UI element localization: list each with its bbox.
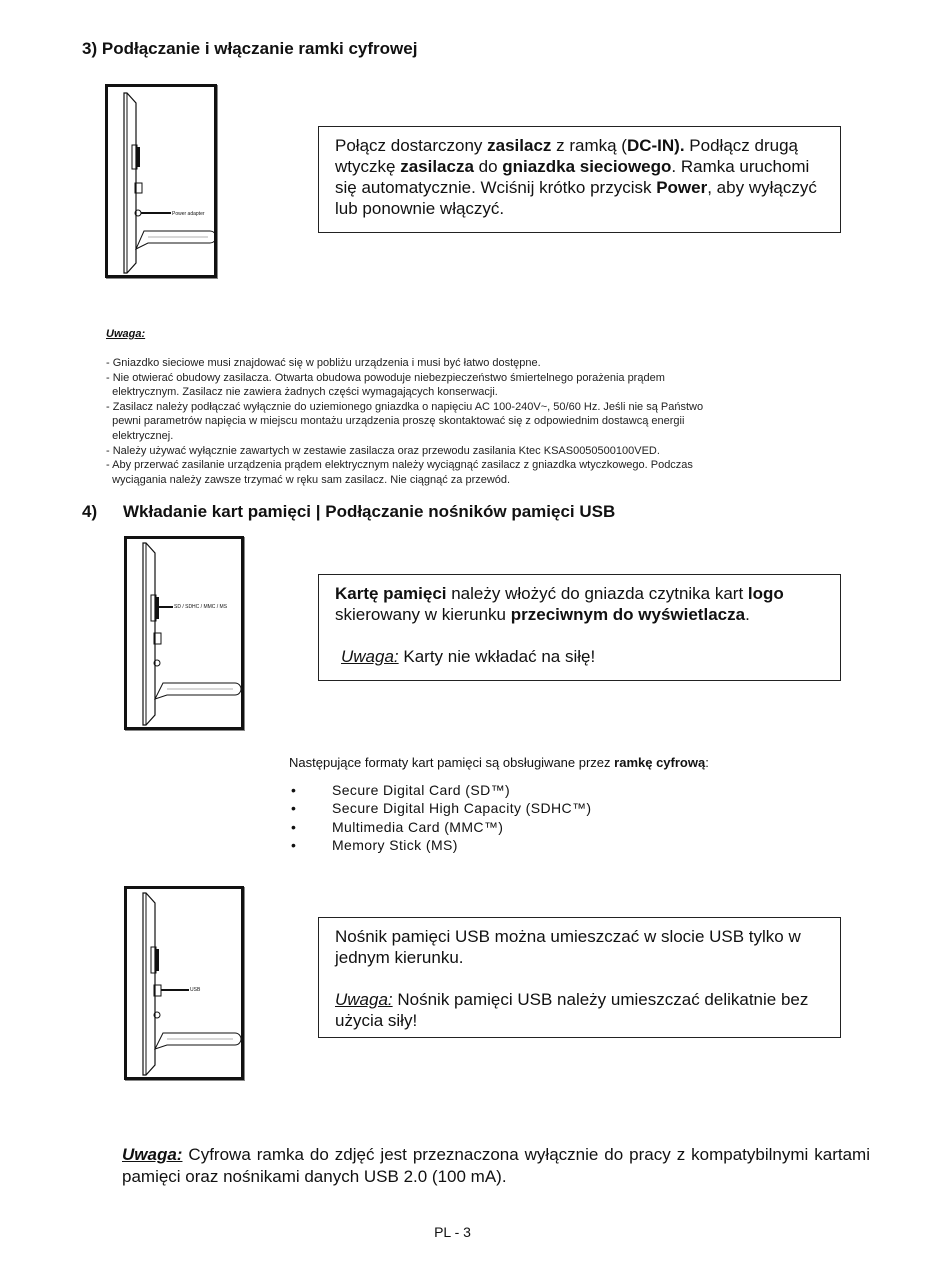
frame-card-slot-figure: [124, 536, 244, 730]
page-number: PL - 3: [434, 1224, 471, 1240]
usb-label: USB: [190, 987, 201, 993]
section-3-heading: [82, 39, 417, 59]
note-line: - Należy używać wyłącznie zawartych w zestawie zasilacza oraz przewodu zasilania Ktec KSAS0050500100VED.: [106, 444, 660, 457]
final-note-label: Uwaga:: [122, 1145, 183, 1164]
box-bold: logo: [747, 584, 784, 603]
note-line: - Gniazdko sieciowe musi znajdować się w pobliżu urządzenia i musi być łatwo dostępne.: [106, 357, 541, 369]
usb-note-label: Uwaga:: [335, 990, 393, 1009]
box-bold: Power: [656, 178, 708, 197]
usb-note: [335, 989, 824, 1031]
box-bold: Kartę pamięci: [335, 584, 447, 603]
box-text: należy włożyć do gniazda czytnika kart: [446, 584, 748, 603]
box-text: , aby wyłączyć lub ponownie włączyć.: [335, 178, 817, 218]
notes-list: [106, 356, 806, 487]
frame-power-figure: [105, 84, 217, 278]
card-note: [335, 646, 824, 667]
card-instruction-box: [318, 574, 841, 681]
note-line: - Aby przerwać zasilanie urządzenia prądem elektrycznym należy wyciągnąć zasilacz z gniazdka wtyczkowego. Podczas: [106, 459, 693, 472]
usb-box-text: Nośnik pamięci USB można umieszczać w slocie USB tylko w jednym kierunku.: [335, 927, 801, 967]
box-text: z ramką (: [551, 136, 627, 155]
box-bold: DC-IN).: [626, 136, 685, 155]
box-text: .: [745, 605, 750, 624]
formats-intro: [289, 755, 709, 770]
formats-list: [289, 781, 591, 854]
card-slot-label: SD / SDHC / MMC / MS: [174, 604, 228, 610]
box-bold: przeciwnym do wyświetlacza: [510, 605, 746, 624]
box-text: . Ramka uruchomi się automatycznie. Wciśnij krótko przycisk: [335, 157, 810, 197]
section-3-instruction-box: [318, 126, 841, 233]
box-bold: gniazdka sieciowego: [502, 157, 672, 176]
format-item: • Memory Stick (MS): [289, 836, 591, 854]
format-item: • Secure Digital High Capacity (SDHC™): [289, 799, 591, 817]
formats-intro-text: Następujące formaty kart pamięci są obsługiwane przez: [289, 755, 615, 770]
usb-instruction-box: [318, 917, 841, 1038]
final-note-text: Cyfrowa ramka do zdjęć jest przeznaczona wyłącznie do pracy z kompatybilnymi kartami pamięci oraz nośnikami danych USB 2.0 (100 mA).: [122, 1145, 870, 1186]
formats-intro-bold: ramkę cyfrową: [614, 755, 706, 770]
section-4-title: Wkładanie kart pamięci | Podłączanie nośników pamięci USB: [123, 502, 616, 521]
box-text: Połącz dostarczony: [335, 136, 488, 155]
notes-title: Uwaga:: [106, 328, 146, 340]
note-line: elektrycznym. Zasilacz nie zawiera żadnych części wymagających konserwacji.: [106, 386, 498, 399]
card-note-label: Uwaga:: [341, 647, 399, 666]
note-line: pewni parametrów napięcia w miejscu montażu urządzenia proszę skontaktować się z odpowiednim dostawcą energii: [106, 415, 685, 428]
power-adapter-label: Power adapter: [172, 211, 205, 217]
box-text: skierowany w kierunku: [335, 605, 511, 624]
box-bold: zasilacz: [487, 136, 552, 155]
box-text: Podłącz drugą wtyczkę: [335, 136, 798, 176]
format-item: • Secure Digital Card (SD™): [289, 781, 591, 799]
note-line: - Nie otwierać obudowy zasilacza. Otwarta obudowa powoduje niebezpieczeństwo śmiertelnego porażenia prądem: [106, 371, 665, 384]
note-line: - Zasilacz należy podłączać wyłącznie do uziemionego gniazdka o napięciu AC 100-240V~, 50/60 Hz. Jeśli nie są Państwo: [106, 400, 704, 413]
section-4-heading: [82, 502, 615, 522]
box-text: do: [473, 157, 503, 176]
usb-note-text: Nośnik pamięci USB należy umieszczać delikatnie bez użycia siły!: [335, 990, 809, 1030]
final-note: [122, 1144, 870, 1188]
format-item: • Multimedia Card (MMC™): [289, 818, 591, 836]
section-3-title: Podłączanie i włączanie ramki cyfrowej: [101, 39, 418, 58]
section-4-number: 4): [82, 502, 98, 521]
note-line: elektrycznej.: [106, 429, 174, 442]
frame-usb-figure: [124, 886, 244, 1080]
note-line: wyciągania należy zawsze trzymać w ręku sam zasilacz. Nie ciągnąć za przewód.: [106, 473, 511, 486]
formats-intro-end: :: [705, 755, 709, 770]
card-note-text: Karty nie wkładać na siłę!: [398, 647, 596, 666]
box-bold: zasilacza: [400, 157, 474, 176]
section-3-number: 3): [82, 39, 98, 58]
